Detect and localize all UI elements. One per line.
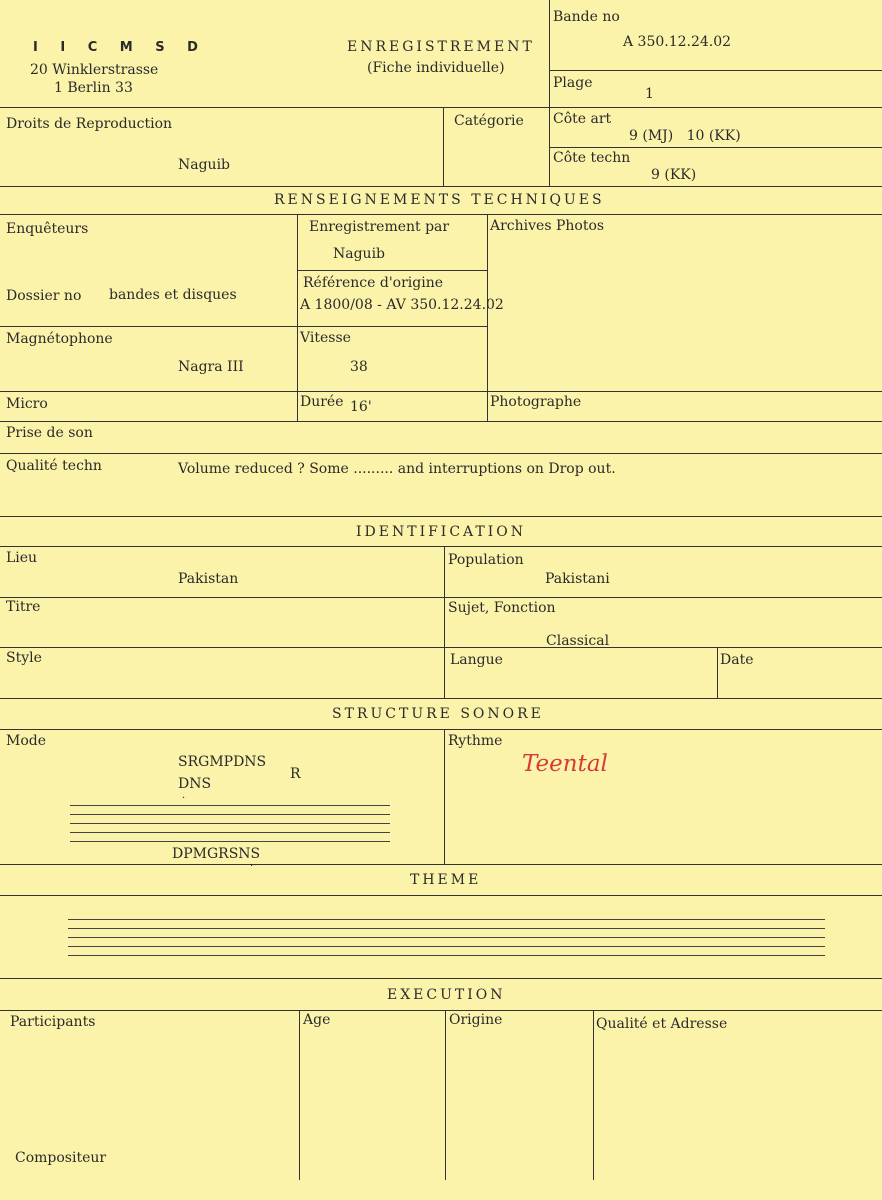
enregistrement-value: Naguib — [333, 246, 386, 262]
staff-line — [70, 841, 390, 842]
mode-dot: · — [182, 793, 186, 804]
dossier-value: bandes et disques — [109, 287, 237, 303]
mode-dot: · — [250, 861, 254, 872]
rule — [0, 186, 882, 187]
section-title-tech: RENSEIGNEMENTS TECHNIQUES — [274, 192, 605, 208]
rule — [0, 597, 882, 598]
photographe-label: Photographe — [490, 394, 582, 410]
staff-line — [68, 955, 825, 956]
titre-label: Titre — [6, 599, 41, 615]
staff-line — [68, 928, 825, 929]
staff-line — [70, 832, 390, 833]
rule — [0, 647, 882, 648]
rule — [487, 214, 488, 421]
rule — [550, 147, 882, 148]
population-label: Population — [448, 552, 524, 568]
qualite-adresse-label: Qualité et Adresse — [596, 1016, 728, 1032]
bande-label: Bande no — [553, 9, 620, 25]
enqueteurs-label: Enquêteurs — [6, 221, 89, 237]
section-title-identification: IDENTIFICATION — [356, 524, 526, 540]
mode-r-mark: R — [290, 766, 301, 782]
rule — [0, 453, 882, 454]
population-value: Pakistani — [545, 571, 610, 587]
mode-label: Mode — [6, 733, 47, 749]
mode-scale-2: DNS — [178, 776, 212, 792]
rule — [0, 107, 882, 108]
reference-value: A 1800/08 - AV 350.12.24.02 — [300, 297, 504, 313]
date-label: Date — [720, 652, 754, 668]
rule — [0, 729, 882, 730]
rule — [0, 326, 488, 327]
duree-value: 16' — [350, 399, 372, 415]
dossier-label: Dossier no — [6, 288, 82, 304]
rule — [0, 698, 882, 699]
duree-label: Durée — [300, 394, 344, 410]
org-address-city: 1 Berlin 33 — [54, 80, 133, 96]
prise-de-son-label: Prise de son — [6, 425, 93, 441]
rule — [549, 0, 550, 186]
rule — [298, 270, 488, 271]
reference-label: Référence d'origine — [303, 275, 444, 291]
style-label: Style — [6, 650, 42, 666]
rule — [444, 729, 445, 864]
rule — [0, 978, 882, 979]
rule — [299, 1010, 300, 1180]
rule — [717, 647, 718, 698]
droits-value: Naguib — [178, 157, 231, 173]
rule — [0, 421, 882, 422]
rule — [550, 70, 882, 71]
rule — [445, 1010, 446, 1180]
age-label: Age — [303, 1012, 331, 1028]
enregistrement-label: Enregistrement par — [309, 219, 450, 235]
origine-label: Origine — [449, 1012, 503, 1028]
micro-label: Micro — [6, 396, 48, 412]
rule — [0, 1010, 882, 1011]
rythme-label: Rythme — [448, 733, 503, 749]
plage-label: Plage — [553, 75, 593, 91]
rule — [443, 107, 444, 186]
staff-line — [70, 823, 390, 824]
cote-art-value: 9 (MJ) 10 (KK) — [629, 128, 741, 144]
rule — [0, 391, 882, 392]
cote-techn-value: 9 (KK) — [651, 167, 697, 183]
lieu-label: Lieu — [6, 550, 38, 566]
rule — [0, 864, 882, 865]
rule — [0, 546, 882, 547]
qualite-techn-value: Volume reduced ? Some ......... and interruptions on Drop out. — [178, 461, 616, 477]
rule — [297, 214, 298, 421]
plage-value: 1 — [645, 86, 654, 102]
mode-scale-descending: DPMGRSNS — [172, 846, 261, 862]
section-title-execution: EXECUTION — [387, 987, 506, 1003]
bande-value: A 350.12.24.02 — [623, 34, 732, 50]
rule — [444, 546, 445, 698]
section-title-structure: STRUCTURE SONORE — [332, 706, 544, 722]
vitesse-value: 38 — [350, 359, 368, 375]
card-title: ENREGISTREMENT — [347, 39, 535, 55]
vitesse-label: Vitesse — [300, 330, 351, 346]
rule — [0, 895, 882, 896]
compositeur-label: Compositeur — [15, 1150, 107, 1166]
archives-label: Archives Photos — [490, 218, 605, 234]
cote-techn-label: Côte techn — [553, 150, 631, 166]
sujet-label: Sujet, Fonction — [448, 600, 556, 616]
magnetophone-value: Nagra III — [178, 359, 244, 375]
rule — [0, 516, 882, 517]
langue-label: Langue — [450, 652, 503, 668]
sujet-value: Classical — [546, 633, 610, 649]
participants-label: Participants — [10, 1014, 96, 1030]
org-address-street: 20 Winklerstrasse — [30, 62, 159, 78]
staff-line — [70, 814, 390, 815]
staff-line — [68, 946, 825, 947]
staff-line — [68, 937, 825, 938]
staff-line — [68, 919, 825, 920]
magnetophone-label: Magnétophone — [6, 331, 113, 347]
rule — [0, 214, 882, 215]
staff-line — [70, 805, 390, 806]
categorie-label: Catégorie — [454, 113, 524, 129]
droits-label: Droits de Reproduction — [6, 116, 173, 132]
qualite-techn-label: Qualité techn — [6, 458, 102, 474]
lieu-value: Pakistan — [178, 571, 239, 587]
card-subtitle: (Fiche individuelle) — [367, 60, 505, 76]
rule — [593, 1010, 594, 1180]
rythme-handwritten-value: Teental — [522, 751, 608, 777]
mode-scale-ascending: SRGMPDNS — [178, 754, 267, 770]
section-title-theme: THEME — [410, 872, 482, 888]
cote-art-label: Côte art — [553, 111, 612, 127]
org-name: I I C M S D — [33, 40, 207, 55]
